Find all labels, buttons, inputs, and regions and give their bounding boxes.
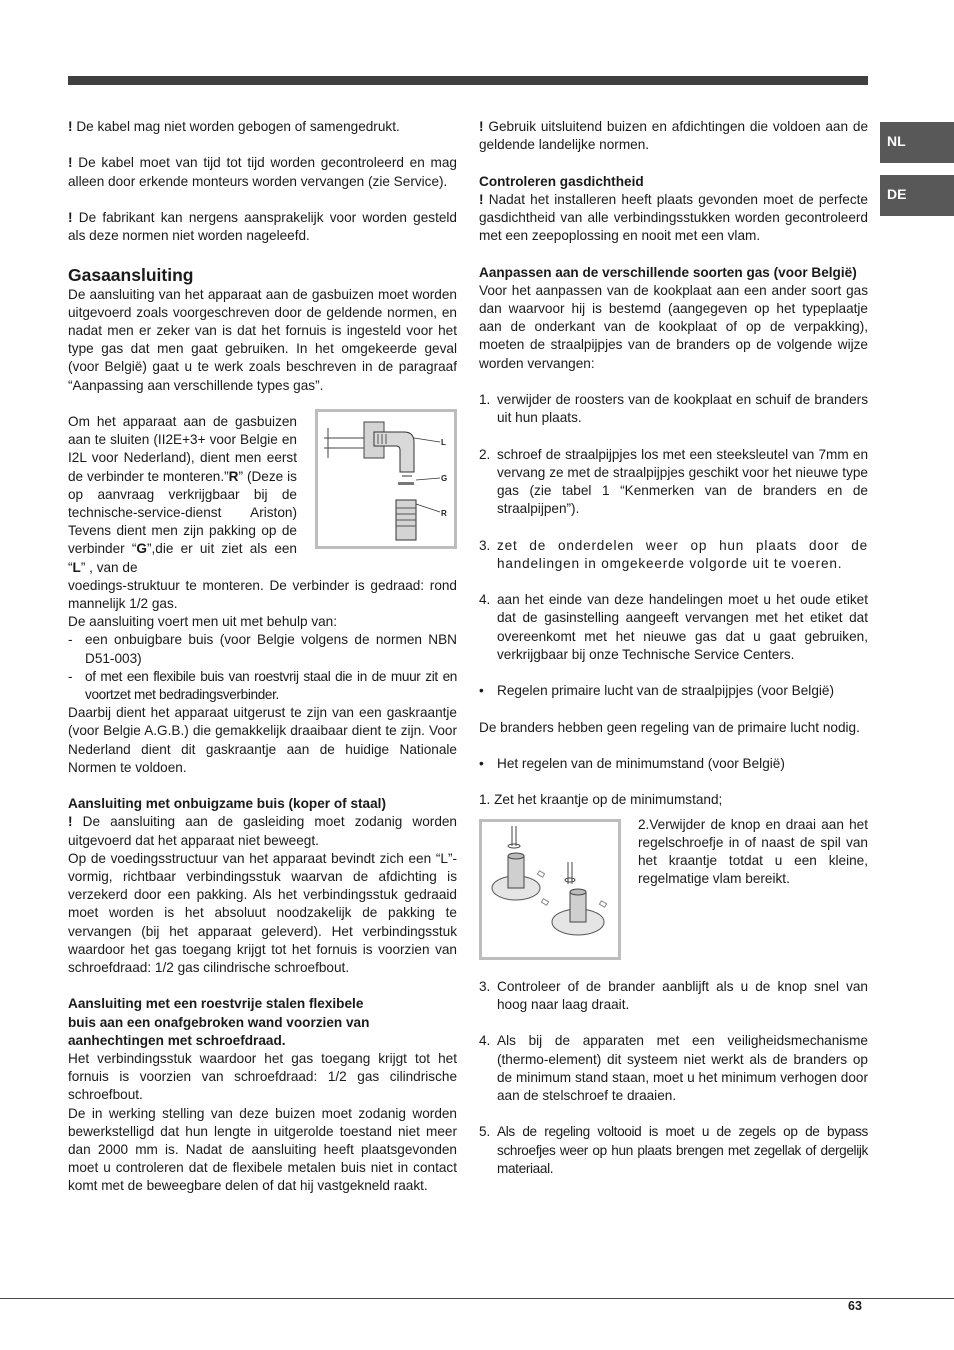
- list-item: [68, 668, 457, 704]
- warning-mark: !: [479, 119, 484, 134]
- step-number: 5.: [479, 1124, 491, 1140]
- warning-mark: !: [479, 191, 484, 207]
- list-item: [479, 446, 868, 519]
- warning-mark: !: [68, 814, 73, 830]
- connector-text: [68, 413, 315, 577]
- step-number: 3.: [479, 978, 491, 994]
- bullet-mark: •: [479, 683, 484, 699]
- diagram-label-r: R: [441, 508, 447, 518]
- step-text: zet de onderdelen weer op hun plaats door de handelingen in omgekeerde volgorde uit te voeren.: [497, 537, 868, 571]
- heading-rigid-pipe: Aansluiting met onbuigzame buis (koper of staal): [68, 796, 386, 812]
- connector-text-part: ”,die er uit ziet als een “: [68, 541, 297, 575]
- label-r: R: [228, 468, 239, 484]
- check-text: Nadat het installeren heeft plaats gevonden moet de perfecte gasdichtheid van alle verbindingsstukken worden gecontroleerd met een zeepoplossing en nooit met een vlam.: [479, 191, 868, 244]
- dash-mark: -: [68, 632, 73, 648]
- list-item: [479, 755, 868, 773]
- list-item: [479, 978, 868, 1014]
- list-item: [479, 682, 868, 700]
- list-item: [479, 591, 868, 664]
- heading-flex-pipe: [68, 995, 457, 1050]
- step-text: Als bij de apparaten met een veiligheidsmechanisme (thermo-element) dit systeem niet werkt als de branders op de minimum stand staan, moet u het minimum verhogen door aan de stelschroef te draaien.: [497, 1033, 868, 1103]
- connector-figure-block: [68, 413, 457, 577]
- dash-mark: -: [68, 668, 73, 684]
- bullet-text: Het regelen van de minimumstand (voor België): [497, 755, 785, 771]
- connector-diagram: [315, 409, 457, 549]
- label-l: L: [72, 559, 81, 575]
- section-heading-gasaansluiting: Gasaansluiting: [68, 264, 194, 285]
- heading-line: aanhechtingen met schroefdraad.: [68, 1032, 286, 1048]
- step-number: 4.: [479, 592, 491, 608]
- step-number: 2.: [479, 446, 491, 462]
- note-text: De kabel moet van tijd tot tijd worden gecontroleerd en mag alleen door erkende monteurs worden vervangen (zie Service).: [68, 155, 457, 189]
- burner-diagram: [479, 819, 621, 960]
- step-number: 4.: [479, 1033, 491, 1049]
- note-cable-bend: [68, 118, 457, 136]
- warning-mark: !: [68, 209, 73, 225]
- flex-paragraph-2: De in werking stelling van deze buizen moet zodanig worden bewerkstelligd dat hun lengte in uitgerolde toestand niet meer dan 2000 mm is. Nadat de aansluiting heeft plaatsgevonden moet u controleren dat de flexibele metalen buis niet in contact komt met de beweegbare delen of dat hij vastgekneld raakt.: [68, 1105, 457, 1194]
- flex-paragraph-1: Het verbindingsstuk waardoor het gas toegang krijgt tot het fornuis is voorzien van schroefdraad: 1/2 gas cilindrische schroefbout.: [68, 1051, 457, 1103]
- note-text: De fabrikant kan nergens aansprakelijk voor worden gesteld als deze normen niet worden nageleefd.: [68, 209, 457, 244]
- connector-drawing: [318, 412, 454, 546]
- gas-adapt-paragraph: Voor het aanpassen van de kookplaat aan een ander soort gas dan waarvoor hij is bestemd (aangegeven op het typeplaatje aan de onderkant van de kookplaat of op de verpakking), moeten de straalpijpjes van de branders op de volgende wijze worden vervangen:: [479, 282, 868, 371]
- rigid-paragraph-2: Op de voedingsstructuur van het apparaat bevindt zich een “L”-vormig, richtbaar verbindingsstuk waarvan de afdichting is verzekerd door een pakking. Als het verbindingsstuk gedraaid moet worden is het absoluut noodzakelijk de pakking te vervangen (bij het apparaat geleverd). Het verbindingsstuk waardoor het gas toegang krijgt tot het fornuis is voorzien van schroefdraad: 1/2 gas cilindrische schroefbout.: [68, 850, 457, 976]
- note-text: Gebruik uitsluitend buizen en afdichtingen die voldoen aan de geldende landelijke normen.: [479, 119, 869, 153]
- min-step-1: 1. Zet het kraantje op de minimumstand;: [479, 792, 723, 808]
- list-item: [479, 1123, 868, 1178]
- connector-continued: voedings-struktuur te monteren. De verbinder is gedraad: rond mannelijk 1/2 gas.: [68, 577, 457, 612]
- label-g: G: [136, 541, 147, 557]
- min-step-2: 2.Verwijder de knop en draai aan het regelschroefje in of naast de spil van het kraantje totdat u een kleine, regelmatige vlam bereikt.: [638, 816, 868, 887]
- note-cable-check: [68, 154, 457, 190]
- tap-paragraph: Daarbij dient het apparaat uitgerust te zijn van een gaskraantje (voor Belgie A.G.B.) die gemakkelijk draaibaar dient te zijn. Voor Nederland dient dit gaskraantje aan de huidige Nationale Normen te voldoen.: [68, 705, 457, 775]
- list-item: [479, 391, 868, 427]
- note-text: De kabel mag niet worden gebogen of samengedrukt.: [76, 119, 400, 134]
- top-rule: [68, 76, 868, 85]
- tab-de[interactable]: [880, 175, 954, 216]
- step-text: Als de regeling voltooid is moet u de zegels op de bypass schroefjes weer op hun plaats brengen met zegellak of dergelijk materiaal.: [497, 1124, 868, 1176]
- step-text: verwijder de roosters van de kookplaat en schuif de branders uit hun plaats.: [497, 392, 868, 426]
- connection-via: De aansluiting voert men uit met behulp van:: [68, 614, 338, 630]
- intro-paragraph: De aansluiting van het apparaat aan de gasbuizen moet worden uitgevoerd zoals voorgeschreven door de geldende normen, en nadat men er zeker van is dat het fornuis is ingesteld voor het type gas dat men gaat gebruiken. In het omgekeerde geval (voor België) gaat u te werk zoals beschreven in de paragraaf “Aanpassing aan verschillende types gas”.: [68, 286, 457, 393]
- burner-drawing: [482, 822, 618, 957]
- connector-text-part: ” (Deze is op aanvraag verkrijgbaar bij de technische-service-dienst Ariston) Tevens dient men zijn pakking op de verbinder “: [68, 468, 297, 557]
- tab-nl-label: NL: [887, 133, 906, 149]
- step-number: 3.: [479, 537, 491, 553]
- warning-mark: !: [68, 155, 73, 171]
- heading-gas-adapt: Aanpassen aan de verschillende soorten gas (voor België): [479, 264, 857, 280]
- bullet-mark: •: [479, 755, 484, 771]
- right-column: [479, 118, 868, 1178]
- rigid-paragraph-1: [68, 813, 457, 849]
- connector-text-part: ” , van de: [80, 559, 138, 575]
- list-item-text: een onbuigbare buis (voor Belgie volgens de normen NBN D51-003): [85, 632, 457, 666]
- bottom-rule: [0, 1298, 954, 1299]
- gas-tightness-paragraph: [479, 191, 868, 246]
- diagram-label-l: L: [441, 437, 446, 447]
- heading-gas-tightness: Controleren gasdichtheid: [479, 173, 644, 189]
- diagram-label-g: G: [441, 473, 448, 483]
- primary-air-paragraph: De branders hebben geen regeling van de primaire lucht nodig.: [479, 719, 860, 735]
- list-item: [479, 537, 868, 573]
- left-column: [68, 118, 457, 1196]
- step-text: schroef de straalpijpjes los met een steeksleutel van 7mm en vervang ze met de straalpijpjes geschikt voor het nieuwe type gas (zie tabel 1 “Kenmerken van de branders en de straalpijpen”).: [497, 446, 868, 517]
- heading-line: Aansluiting met een roestvrije stalen flexibele: [68, 996, 364, 1012]
- connector-text-part: Om het apparaat aan de gasbuizen aan te sluiten (II2E+3+ voor Belgie en I2L voor Nederland), dient men eerst de verbinder te monteren.”: [68, 413, 297, 484]
- bullet-text: Regelen primaire lucht van de straalpijpjes (voor België): [497, 683, 834, 699]
- list-item: [479, 1032, 868, 1105]
- list-item: [68, 631, 457, 667]
- burner-figure-block: [479, 816, 868, 960]
- tab-nl[interactable]: [880, 122, 954, 163]
- step-text: Controleer of de brander aanblijft als u de knop snel van hoog naar laag draait.: [497, 978, 868, 1012]
- tab-de-label: DE: [887, 186, 907, 202]
- list-item-text: of met een flexibile buis van roestvrij staal die in de muur zit en voortzet met bedradingsverbinder.: [85, 668, 457, 703]
- note-liability: [68, 209, 457, 245]
- note-pipes: [479, 118, 868, 154]
- warning-mark: !: [68, 119, 73, 134]
- rigid-text: De aansluiting aan de gasleiding moet zodanig worden uitgevoerd dat het apparaat niet beweegt.: [68, 814, 457, 848]
- page-number: 63: [848, 1299, 862, 1313]
- step-text: aan het einde van deze handelingen moet u het oude etiket dat de gasinstelling aangeeft vervangen met het etiket dat overeenkomt met het nieuwe gas dat u gaat gebruiken, verkrijgbaar bij onze Technische Service Centers.: [497, 592, 868, 662]
- heading-line: buis aan een onafgebroken wand voorzien van: [68, 1014, 370, 1030]
- step-number: 1.: [479, 392, 491, 407]
